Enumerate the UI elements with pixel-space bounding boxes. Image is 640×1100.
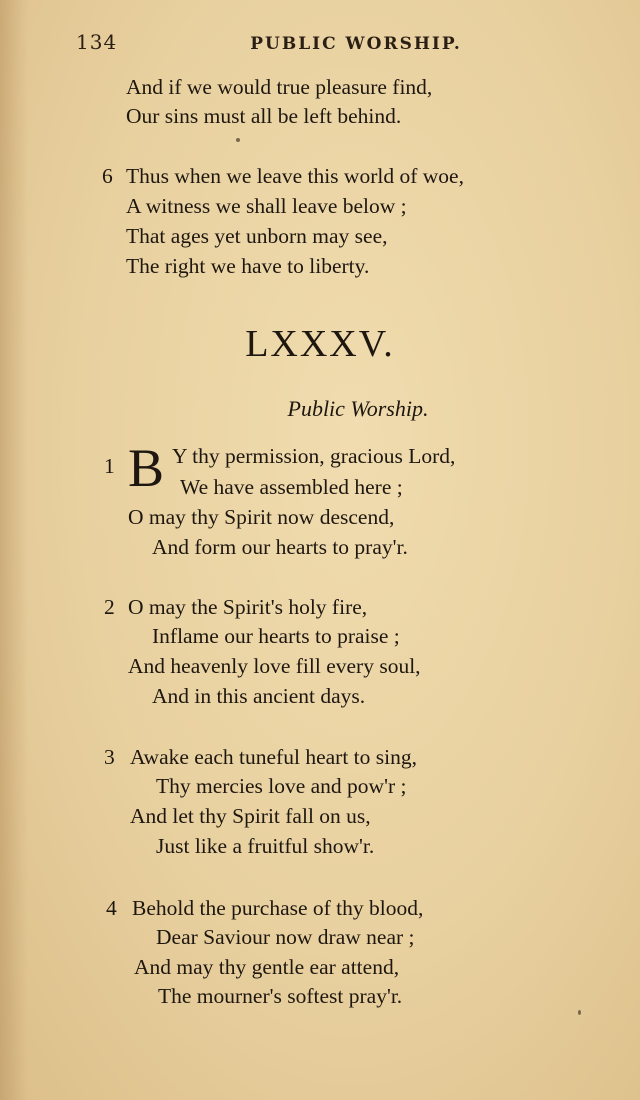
verse-line: And heavenly love fill every soul, xyxy=(128,654,421,678)
verse-line: And in this ancient days. xyxy=(152,684,366,708)
verse-line: And may thy gentle ear attend, xyxy=(134,955,400,979)
verse-line: Just like a fruitful show'r. xyxy=(156,834,375,858)
verse-line: O may thy Spirit now descend, xyxy=(128,505,395,529)
verse-line: Dear Saviour now draw near ; xyxy=(156,925,415,949)
hymn-title xyxy=(0,396,640,422)
page-number: 134 xyxy=(76,30,118,54)
hymn-title-text: Public Worship. xyxy=(287,396,429,421)
verse-line: Thus when we leave this world of woe, xyxy=(126,164,464,188)
stanza-number: 6 xyxy=(102,164,113,188)
stanza-number: 1 xyxy=(104,454,115,478)
verse-line: Thy mercies love and pow'r ; xyxy=(156,774,407,798)
stanza-number: 2 xyxy=(104,595,115,619)
running-head xyxy=(0,34,640,54)
verse-line: Inflame our hearts to praise ; xyxy=(152,624,400,648)
verse-line: And if we would true pleasure find, xyxy=(126,75,433,99)
verse-line: O may the Spirit's holy fire, xyxy=(128,595,368,619)
hymn-number: LXXXV. xyxy=(245,323,395,365)
verse-line: The mourner's softest pray'r. xyxy=(158,984,403,1008)
drop-cap: B xyxy=(128,438,165,498)
verse-line: Behold the purchase of thy blood, xyxy=(132,896,424,920)
running-head-text: PUBLIC WORSHIP. xyxy=(250,34,462,54)
ink-speck xyxy=(578,1010,581,1015)
stanza-number: 3 xyxy=(104,745,115,769)
verse-line: The right we have to liberty. xyxy=(126,254,370,278)
verse-line: Y thy permission, gracious Lord, xyxy=(172,444,456,468)
verse-line: A witness we shall leave below ; xyxy=(126,194,407,218)
verse-line: We have assembled here ; xyxy=(180,475,403,499)
verse-line: Our sins must all be left behind. xyxy=(126,104,402,128)
verse-line: That ages yet unborn may see, xyxy=(126,224,388,248)
verse-line: And let thy Spirit fall on us, xyxy=(130,804,371,828)
verse-line: Awake each tuneful heart to sing, xyxy=(130,745,417,769)
stanza-number: 4 xyxy=(106,896,117,920)
ink-speck xyxy=(236,138,240,142)
verse-line: And form our hearts to pray'r. xyxy=(152,535,408,559)
